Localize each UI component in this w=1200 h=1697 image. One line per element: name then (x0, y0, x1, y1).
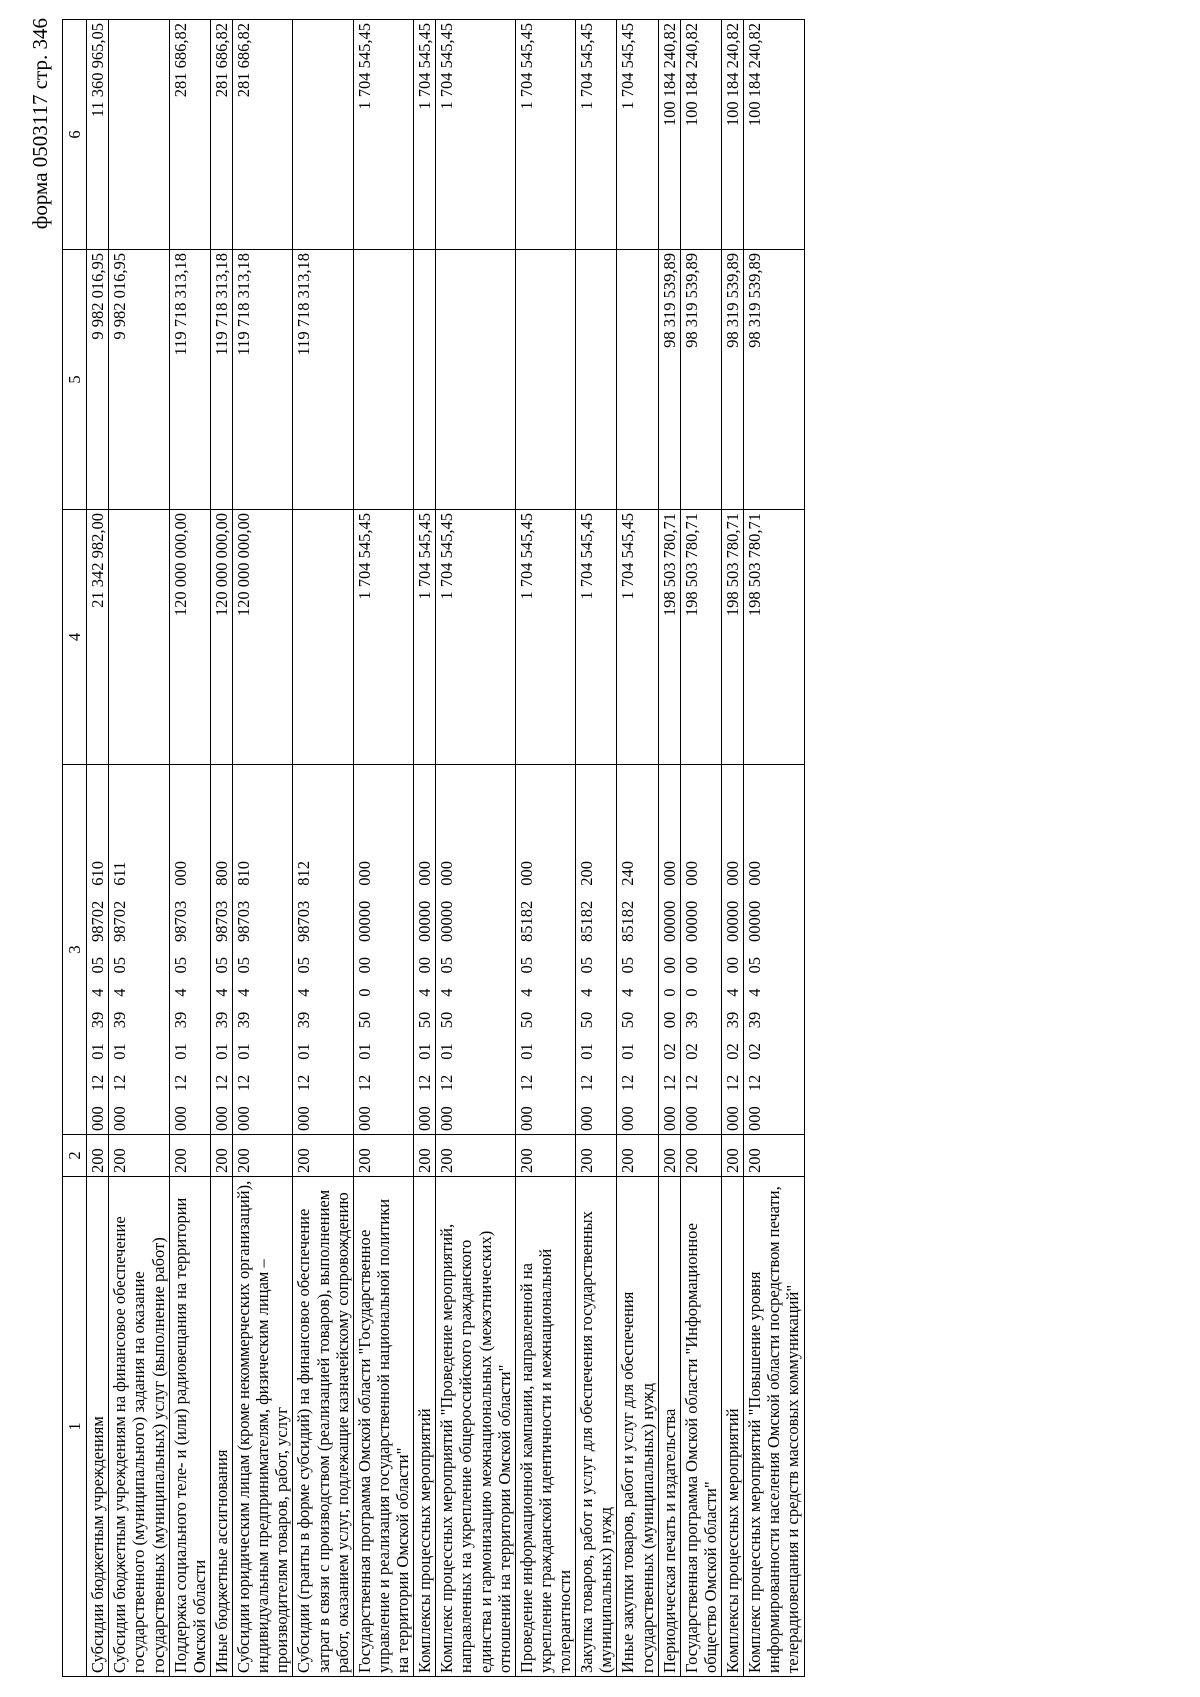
row-line-code: 200 (87, 1135, 109, 1177)
code-segment: 12 (723, 1074, 742, 1092)
row-executed-amount: 9 982 016,95 (87, 250, 109, 510)
code-segment: 4 (211, 988, 231, 997)
code-segment: 05 (170, 957, 190, 974)
code-segment: 12 (659, 1074, 679, 1092)
row-approved-amount: 1 704 545,45 (617, 510, 658, 765)
code-segment: 4 (723, 988, 742, 997)
row-executed-amount: 9 982 016,95 (109, 250, 169, 510)
code-segment: 50 (618, 1011, 638, 1029)
header-col-3: 3 (63, 765, 87, 1135)
code-segment: 00000 (681, 900, 701, 942)
code-segment: 12 (294, 1074, 314, 1092)
row-name: Поддержка социального теле- и (или) радиовещания на территории Омской области (169, 1177, 210, 1677)
row-executed-amount: 119 718 313,18 (169, 250, 210, 510)
code-segment: 05 (745, 957, 765, 974)
row-name: Комплекс процессных мероприятий "Повышение уровня информированности населения Омской области посредством печати, телерадиовещания и средств массовых коммуникаций" (744, 1177, 804, 1677)
code-segment: 02 (723, 1043, 742, 1060)
code-segment: 000 (723, 1106, 742, 1131)
code-segment: 000 (110, 1106, 130, 1131)
row-approved-amount: 198 503 780,71 (658, 510, 680, 765)
row-line-code: 200 (210, 1135, 232, 1177)
header-col-4: 4 (63, 510, 87, 765)
row-classification-code (744, 765, 804, 1135)
code-segment: 01 (110, 1043, 130, 1060)
row-line-code: 200 (353, 1135, 413, 1177)
row-approved-amount: 21 342 982,00 (87, 510, 109, 765)
code-segment: 98702 (88, 900, 108, 942)
row-line-code: 200 (436, 1135, 516, 1177)
code-segment: 39 (170, 1011, 190, 1029)
row-approved-amount: 1 704 545,45 (576, 510, 617, 765)
row-classification-code (576, 765, 617, 1135)
row-unexecuted-amount: 1 704 545,45 (414, 20, 436, 250)
row-executed-amount: 98 319 539,89 (722, 250, 744, 510)
code-segment: 05 (234, 957, 253, 974)
code-segment: 39 (110, 1011, 130, 1029)
row-line-code: 200 (722, 1135, 744, 1177)
code-segment: 39 (88, 1011, 108, 1029)
row-name: Субсидии юридическим лицам (кроме некоммерческих организаций), индивидуальным предпринимателям, физическим лицам – производителям товаров, работ, услуг (233, 1177, 293, 1677)
code-segment: 12 (88, 1074, 108, 1092)
row-classification-code (617, 765, 658, 1135)
row-classification-code (658, 765, 680, 1135)
code-segment: 000 (294, 1106, 314, 1131)
table-row (680, 20, 721, 1677)
code-segment: 4 (577, 988, 597, 997)
row-approved-amount (109, 510, 169, 765)
row-line-code: 200 (680, 1135, 721, 1177)
row-line-code: 200 (658, 1135, 680, 1177)
code-segment: 01 (577, 1043, 597, 1060)
row-executed-amount: 98 319 539,89 (680, 250, 721, 510)
header-col-1: 1 (63, 1177, 87, 1677)
code-segment: 000 (659, 1106, 679, 1131)
code-segment: 000 (170, 1106, 190, 1131)
code-segment: 4 (516, 988, 536, 997)
row-line-code: 200 (293, 1135, 353, 1177)
row-executed-amount (353, 250, 413, 510)
row-name: Субсидии бюджетным учреждениям на финансовое обеспечение государственного (муниципального) задания на оказание государственных (муниципальных) услуг (выполнение работ) (109, 1177, 169, 1677)
row-name: Субсидии (гранты в форме субсидий) на финансовое обеспечение затрат в связи с производством (реализацией товаров), выполнением работ, оказанием услуг, подлежащие казначейскому сопровождению (293, 1177, 353, 1677)
row-line-code: 200 (744, 1135, 804, 1177)
code-segment: 50 (577, 1011, 597, 1029)
table-row (414, 20, 436, 1677)
row-approved-amount: 1 704 545,45 (353, 510, 413, 765)
row-classification-code (353, 765, 413, 1135)
table-row (233, 20, 293, 1677)
code-segment: 4 (415, 988, 435, 997)
code-segment: 00 (723, 957, 742, 974)
code-segment: 12 (681, 1074, 701, 1092)
row-unexecuted-amount: 11 360 965,05 (87, 20, 109, 250)
row-classification-code (109, 765, 169, 1135)
row-line-code: 200 (617, 1135, 658, 1177)
table-row (87, 20, 109, 1677)
row-executed-amount (436, 250, 516, 510)
code-segment: 01 (170, 1043, 190, 1060)
row-unexecuted-amount (109, 20, 169, 250)
code-segment: 240 (618, 861, 638, 886)
header-col-5: 5 (63, 250, 87, 510)
row-classification-code (436, 765, 516, 1135)
row-line-code: 200 (109, 1135, 169, 1177)
code-segment: 00000 (415, 900, 435, 942)
code-segment: 12 (415, 1074, 435, 1092)
row-unexecuted-amount: 281 686,82 (169, 20, 210, 250)
row-classification-code (293, 765, 353, 1135)
code-segment: 00000 (354, 900, 374, 942)
row-line-code: 200 (576, 1135, 617, 1177)
code-segment: 000 (354, 1106, 374, 1131)
code-segment: 000 (745, 1106, 765, 1131)
code-segment: 39 (294, 1011, 314, 1029)
code-segment: 12 (618, 1074, 638, 1092)
row-unexecuted-amount: 281 686,82 (210, 20, 232, 250)
code-segment: 05 (88, 957, 108, 974)
row-unexecuted-amount: 100 184 240,82 (680, 20, 721, 250)
code-segment: 50 (415, 1011, 435, 1029)
code-segment: 98703 (234, 900, 253, 942)
row-executed-amount: 119 718 313,18 (233, 250, 293, 510)
code-segment: 12 (516, 1074, 536, 1092)
code-segment: 05 (577, 957, 597, 974)
code-segment: 000 (170, 861, 190, 886)
table-row (515, 20, 575, 1677)
code-segment: 05 (618, 957, 638, 974)
code-segment: 000 (415, 861, 435, 886)
table-row (658, 20, 680, 1677)
code-segment: 00 (659, 957, 679, 974)
row-unexecuted-amount: 1 704 545,45 (353, 20, 413, 250)
row-name: Государственная программа Омской области "Государственное управление и реализация государственной национальной политики на территории Омской области" (353, 1177, 413, 1677)
row-executed-amount (414, 250, 436, 510)
row-executed-amount: 119 718 313,18 (293, 250, 353, 510)
code-segment: 05 (516, 957, 536, 974)
row-classification-code (515, 765, 575, 1135)
code-segment: 00000 (437, 900, 457, 942)
row-line-code: 200 (414, 1135, 436, 1177)
code-segment: 02 (681, 1043, 701, 1060)
code-segment: 98703 (294, 900, 314, 942)
code-segment: 000 (437, 1106, 457, 1131)
code-segment: 0 (659, 988, 679, 997)
row-unexecuted-amount: 100 184 240,82 (658, 20, 680, 250)
code-segment: 12 (170, 1074, 190, 1092)
code-segment: 000 (516, 1106, 536, 1131)
code-segment: 85182 (516, 900, 536, 942)
row-classification-code (169, 765, 210, 1135)
code-segment: 50 (516, 1011, 536, 1029)
code-segment: 00000 (745, 900, 765, 942)
row-classification-code (210, 765, 232, 1135)
code-segment: 000 (211, 1106, 231, 1131)
table-row (744, 20, 804, 1677)
code-segment: 000 (415, 1106, 435, 1131)
row-approved-amount: 1 704 545,45 (436, 510, 516, 765)
row-classification-code (414, 765, 436, 1135)
code-segment: 39 (234, 1011, 253, 1029)
row-unexecuted-amount: 100 184 240,82 (744, 20, 804, 250)
code-segment: 4 (437, 988, 457, 997)
code-segment: 98702 (110, 900, 130, 942)
table-row (169, 20, 210, 1677)
code-segment: 4 (618, 988, 638, 997)
code-segment: 98703 (170, 900, 190, 942)
code-segment: 39 (745, 1011, 765, 1029)
row-name: Иные закупки товаров, работ и услуг для обеспечения государственных (муниципальных) нужд (617, 1177, 658, 1677)
code-segment: 05 (437, 957, 457, 974)
row-approved-amount: 120 000 000,00 (233, 510, 293, 765)
code-segment: 4 (234, 988, 253, 997)
row-approved-amount: 120 000 000,00 (169, 510, 210, 765)
code-segment: 12 (577, 1074, 597, 1092)
row-classification-code (680, 765, 721, 1135)
code-segment: 12 (354, 1074, 374, 1092)
table-row (436, 20, 516, 1677)
code-segment: 4 (170, 988, 190, 997)
code-segment: 98703 (211, 900, 231, 942)
code-segment: 01 (437, 1043, 457, 1060)
code-segment: 000 (659, 861, 679, 886)
code-segment: 4 (88, 988, 108, 997)
row-unexecuted-amount: 1 704 545,45 (617, 20, 658, 250)
code-segment: 000 (745, 861, 765, 886)
table-row (617, 20, 658, 1677)
code-segment: 01 (88, 1043, 108, 1060)
row-name: Иные бюджетные ассигнования (210, 1177, 232, 1677)
row-name: Периодическая печать и издательства (658, 1177, 680, 1677)
row-approved-amount: 198 503 780,71 (680, 510, 721, 765)
row-unexecuted-amount: 281 686,82 (233, 20, 293, 250)
row-line-code: 200 (169, 1135, 210, 1177)
code-segment: 01 (516, 1043, 536, 1060)
row-approved-amount: 198 503 780,71 (744, 510, 804, 765)
code-segment: 000 (234, 1106, 253, 1131)
table-row (576, 20, 617, 1677)
code-segment: 00000 (723, 900, 742, 942)
row-unexecuted-amount: 1 704 545,45 (576, 20, 617, 250)
code-segment: 000 (681, 861, 701, 886)
code-segment: 12 (234, 1074, 253, 1092)
row-approved-amount: 1 704 545,45 (515, 510, 575, 765)
code-segment: 800 (211, 861, 231, 886)
code-segment: 01 (354, 1043, 374, 1060)
code-segment: 00 (659, 1011, 679, 1029)
code-segment: 12 (437, 1074, 457, 1092)
row-name: Комплексы процессных мероприятий (414, 1177, 436, 1677)
row-name: Проведение информационной кампании, направленной на укрепление гражданской идентичности и межнациональной толерантности (515, 1177, 575, 1677)
row-name: Комплексы процессных мероприятий (722, 1177, 744, 1677)
code-segment: 000 (437, 861, 457, 886)
code-segment: 02 (745, 1043, 765, 1060)
row-name: Субсидии бюджетным учреждениям (87, 1177, 109, 1677)
row-unexecuted-amount: 1 704 545,45 (436, 20, 516, 250)
form-reference: форма 0503117 стр. 346 (28, 18, 52, 230)
code-segment: 000 (516, 861, 536, 886)
code-segment: 12 (745, 1074, 765, 1092)
row-executed-amount: 98 319 539,89 (658, 250, 680, 510)
budget-report-table (62, 19, 805, 1677)
row-executed-amount: 98 319 539,89 (744, 250, 804, 510)
row-executed-amount (515, 250, 575, 510)
code-segment: 05 (110, 957, 130, 974)
code-segment: 12 (110, 1074, 130, 1092)
code-segment: 01 (294, 1043, 314, 1060)
code-segment: 000 (723, 861, 742, 886)
table-row (109, 20, 169, 1677)
code-segment: 200 (577, 861, 597, 886)
code-segment: 50 (437, 1011, 457, 1029)
row-unexecuted-amount: 100 184 240,82 (722, 20, 744, 250)
code-segment: 01 (415, 1043, 435, 1060)
code-segment: 4 (110, 988, 130, 997)
code-segment: 39 (681, 1011, 701, 1029)
row-executed-amount (617, 250, 658, 510)
header-col-2: 2 (63, 1135, 87, 1177)
row-line-code: 200 (233, 1135, 293, 1177)
row-unexecuted-amount: 1 704 545,45 (515, 20, 575, 250)
row-name: Комплекс процессных мероприятий "Проведение мероприятий, направленных на укрепление общероссийского гражданского единства и гармонизацию межнациональных (межэтнических) отношений на территории Омской области" (436, 1177, 516, 1677)
code-segment: 05 (294, 957, 314, 974)
row-unexecuted-amount (293, 20, 353, 250)
code-segment: 50 (354, 1011, 374, 1029)
code-segment: 00 (681, 957, 701, 974)
code-segment: 05 (211, 957, 231, 974)
row-name: Закупка товаров, работ и услуг для обеспечения государственных (муниципальных) нужд (576, 1177, 617, 1677)
code-segment: 0 (354, 988, 374, 997)
row-executed-amount (576, 250, 617, 510)
row-approved-amount: 1 704 545,45 (414, 510, 436, 765)
code-segment: 85182 (618, 900, 638, 942)
code-segment: 01 (618, 1043, 638, 1060)
code-segment: 39 (211, 1011, 231, 1029)
row-classification-code (233, 765, 293, 1135)
code-segment: 000 (354, 861, 374, 886)
code-segment: 00 (354, 957, 374, 974)
row-approved-amount: 120 000 000,00 (210, 510, 232, 765)
code-segment: 610 (88, 861, 108, 886)
code-segment: 12 (211, 1074, 231, 1092)
row-approved-amount (293, 510, 353, 765)
code-segment: 611 (110, 861, 130, 886)
code-segment: 00 (415, 957, 435, 974)
code-segment: 85182 (577, 900, 597, 942)
code-segment: 02 (659, 1043, 679, 1060)
code-segment: 01 (234, 1043, 253, 1060)
row-name: Государственная программа Омской области "Информационное общество Омской области" (680, 1177, 721, 1677)
row-executed-amount: 119 718 313,18 (210, 250, 232, 510)
table-row (722, 20, 744, 1677)
row-classification-code (87, 765, 109, 1135)
code-segment: 000 (577, 1106, 597, 1131)
header-row (63, 20, 87, 1677)
table-row (353, 20, 413, 1677)
table-row (210, 20, 232, 1677)
row-classification-code (722, 765, 744, 1135)
code-segment: 00000 (659, 900, 679, 942)
code-segment: 812 (294, 861, 314, 886)
code-segment: 0 (681, 988, 701, 997)
code-segment: 39 (723, 1011, 742, 1029)
header-col-6: 6 (63, 20, 87, 250)
row-approved-amount: 198 503 780,71 (722, 510, 744, 765)
row-line-code: 200 (515, 1135, 575, 1177)
code-segment: 810 (234, 861, 253, 886)
code-segment: 4 (294, 988, 314, 997)
code-segment: 000 (618, 1106, 638, 1131)
code-segment: 4 (745, 988, 765, 997)
code-segment: 01 (211, 1043, 231, 1060)
code-segment: 000 (88, 1106, 108, 1131)
code-segment: 000 (681, 1106, 701, 1131)
table-row (293, 20, 353, 1677)
